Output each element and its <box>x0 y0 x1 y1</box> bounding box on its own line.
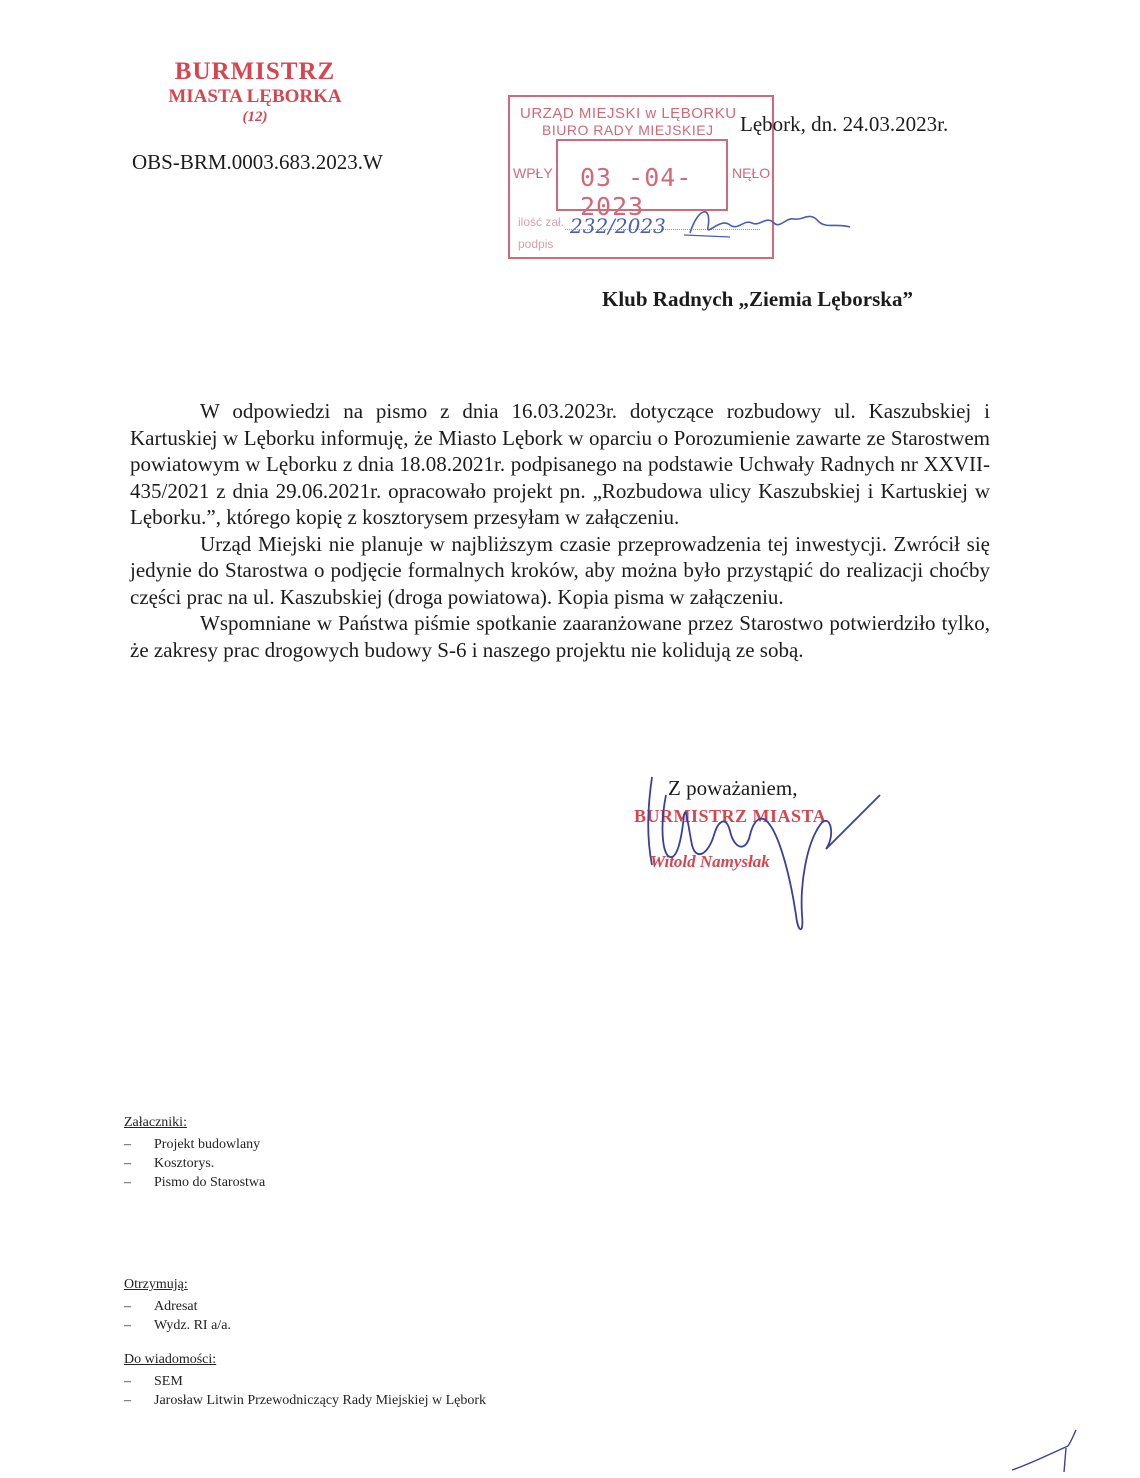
received-stamp-label: WPŁY <box>513 165 553 181</box>
recipients-heading: Otrzymują: <box>124 1277 188 1292</box>
for-information-section <box>124 1352 486 1410</box>
mayor-stamp-title: BURMISTRZ <box>174 58 336 85</box>
clerk-signature-icon <box>660 197 860 247</box>
list-item: – SEM <box>124 1372 486 1391</box>
letter-body <box>130 398 990 663</box>
reference-number: OBS-BRM.0003.683.2023.W <box>132 150 383 174</box>
closing-greeting: Z poważaniem, <box>668 776 798 800</box>
received-stamp-signature-label: podpis <box>518 237 554 251</box>
attachments-heading: Załaczniki: <box>124 1115 187 1130</box>
for-information-heading: Do wiadomości: <box>124 1352 217 1367</box>
recipients-section <box>124 1277 231 1335</box>
received-stamp-department: BIURO RADY MIEJSKIEJ <box>542 122 714 138</box>
received-stamp-attachments-label: ilość zał. <box>518 215 565 229</box>
signature-stamp-title: BURMISTRZ MIASTA <box>634 806 827 826</box>
mayor-stamp <box>150 58 360 126</box>
body-paragraph: Wspomniane w Państwa piśmie spotkanie zaaranżowane przez Starostwo potwierdziło tylko, że zakresy prac drogowych budowy S-6 i naszego projektu nie kolidują ze sobą. <box>130 611 990 662</box>
body-paragraph: Urząd Miejski nie planuje w najbliższym czasie przeprowadzenia tej inwestycji. Zwrócił się jedynie do Starostwa o podjęcie formalnych kroków, aby można było przystąpić do realizacji choćby części prac na ul. Kaszubskiej (droga powiatowa). Kopia pisma w załączeniu. <box>130 531 990 609</box>
received-stamp-registry-number: 232/2023 <box>570 214 666 238</box>
mayor-stamp-city: MIASTA LĘBORKA <box>168 86 342 107</box>
list-item: – Jarosław Litwin Przewodniczący Rady Miejskiej w Lębork <box>124 1391 486 1410</box>
list-item: – Pismo do Starostwa <box>124 1173 265 1192</box>
received-stamp-side-label: NĘŁO <box>732 165 771 181</box>
list-item: – Adresat <box>124 1297 231 1316</box>
list-item: – Wydz. RI a/a. <box>124 1316 231 1335</box>
handwritten-signature-icon <box>630 765 890 945</box>
list-item: – Projekt budowlany <box>124 1135 265 1154</box>
received-stamp-office: URZĄD MIEJSKI w LĘBORKU <box>520 105 737 122</box>
list-item: – Kosztorys. <box>124 1154 265 1173</box>
signature-stamp-name: Witold Namysłak <box>650 852 770 871</box>
place-date: Lębork, dn. 24.03.2023r. <box>740 112 949 136</box>
corner-initials-icon <box>1010 1428 1080 1473</box>
addressee: Klub Radnych „Ziemia Lęborska” <box>602 287 913 311</box>
body-paragraph: W odpowiedzi na pismo z dnia 16.03.2023r. dotyczące rozbudowy ul. Kaszubskiej i Kartuskiej w Lęborku informuję, że Miasto Lębork w oparciu o Porozumienie zawarte ze Starostwem powiatowym w Lęborku z dnia 18.08.2021r. podpisanego na podstawie Uchwały Radnych nr XXVII-435/2021 z dnia 29.06.2021r. opracowało projekt pn. „Rozbudowa ulicy Kaszubskiej i Kartuskiej w Lęborku.”, którego kopię z kosztorysem przesyłam w załączeniu. <box>130 399 990 529</box>
received-stamp-date: 03 -04- 2023 <box>580 163 693 221</box>
received-stamp <box>508 95 774 259</box>
attachments-section <box>124 1115 265 1192</box>
mayor-stamp-number: (12) <box>242 109 268 125</box>
